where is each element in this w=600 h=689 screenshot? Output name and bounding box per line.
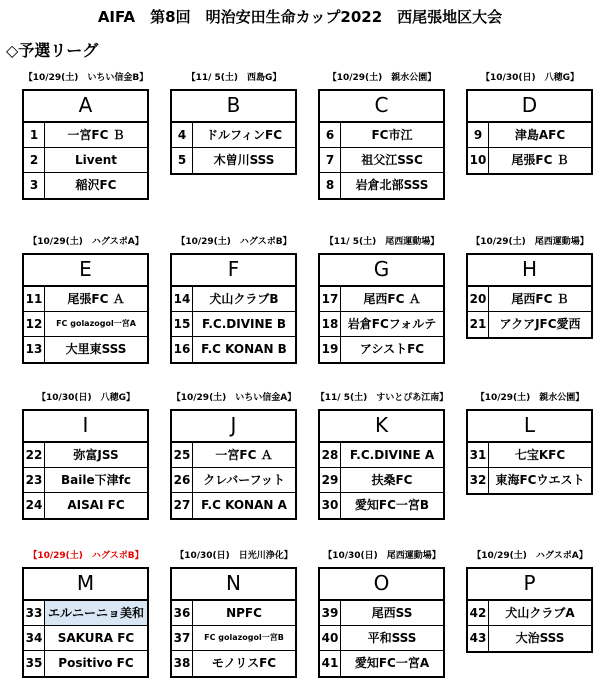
team-number: 21	[468, 312, 489, 337]
team-row	[320, 626, 443, 651]
group-table-b	[170, 89, 297, 175]
team-row	[24, 601, 147, 626]
team-number: 19	[320, 337, 341, 362]
team-row	[468, 443, 591, 468]
team-row	[172, 626, 295, 651]
team-name: 尾張FC Ｂ	[511, 153, 569, 167]
team-number: 32	[468, 468, 489, 493]
team-row	[24, 493, 147, 518]
team-row	[24, 173, 147, 198]
team-number: 9	[468, 123, 489, 147]
team-name: 東海FCウエスト	[495, 473, 585, 487]
team-name: 祖父江SSC	[361, 153, 423, 167]
group-table-c	[318, 89, 445, 200]
team-number: 35	[24, 651, 45, 676]
team-name: NPFC	[226, 606, 262, 620]
team-row	[320, 601, 443, 626]
team-row	[468, 287, 591, 312]
section-heading: ◇予選リーグ	[6, 41, 99, 60]
team-number: 5	[172, 148, 193, 173]
team-row	[24, 443, 147, 468]
group-letter: B	[172, 91, 295, 123]
group-venue-e: 【10/29(土) ハグスポA】	[28, 237, 144, 247]
team-name: F.C.DIVINE B	[201, 317, 287, 331]
team-name: FC golazogol一宮A	[56, 319, 136, 328]
team-row	[24, 287, 147, 312]
team-row	[172, 148, 295, 173]
team-row	[24, 468, 147, 493]
team-number: 22	[24, 443, 45, 467]
team-name: FC golazogol一宮B	[204, 633, 284, 642]
group-letter: D	[468, 91, 591, 123]
team-number: 36	[172, 601, 193, 625]
team-name: 一宮FC Ａ	[215, 448, 273, 462]
team-name: 扶桑FC	[371, 473, 413, 487]
team-row	[320, 312, 443, 337]
team-number: 24	[24, 493, 45, 518]
team-number: 40	[320, 626, 341, 650]
team-name: 岩倉北部SSS	[355, 178, 429, 192]
group-table-o	[318, 567, 445, 678]
team-number: 15	[172, 312, 193, 336]
team-row	[24, 123, 147, 148]
team-name: モノリスFC	[211, 656, 277, 670]
team-name: 愛知FC一宮A	[354, 656, 430, 670]
team-number: 8	[320, 173, 341, 198]
team-number: 39	[320, 601, 341, 625]
team-number: 12	[24, 312, 45, 336]
team-name: 尾西FC Ｂ	[511, 292, 569, 306]
team-name: 愛知FC一宮B	[354, 498, 430, 512]
team-number: 11	[24, 287, 45, 311]
team-number: 3	[24, 173, 45, 198]
group-venue-i: 【10/30(日) 八穂G】	[37, 393, 135, 403]
group-venue-l: 【10/29(土) 親水公園】	[475, 393, 585, 403]
team-name: 大里東SSS	[65, 342, 127, 356]
team-number: 26	[172, 468, 193, 492]
team-number: 2	[24, 148, 45, 172]
group-letter: A	[24, 91, 147, 123]
group-letter: E	[24, 255, 147, 287]
group-table-i	[22, 409, 149, 520]
team-number: 27	[172, 493, 193, 518]
team-name: 平和SSS	[367, 631, 417, 645]
group-table-e	[22, 253, 149, 364]
team-name: 木曽川SSS	[213, 153, 275, 167]
group-venue-b: 【11/ 5(土) 西島G】	[186, 73, 282, 83]
team-name: 弥富JSS	[73, 448, 119, 462]
team-number: 13	[24, 337, 45, 362]
team-number: 41	[320, 651, 341, 676]
team-name: F.C.DIVINE A	[349, 448, 435, 462]
team-name: 尾張FC Ａ	[67, 292, 125, 306]
group-letter: J	[172, 411, 295, 443]
team-row	[172, 468, 295, 493]
team-number: 16	[172, 337, 193, 362]
team-name: SAKURA FC	[57, 631, 135, 645]
group-venue-c: 【10/29(土) 親水公園】	[327, 73, 437, 83]
group-table-l	[466, 409, 593, 495]
group-venue-n: 【10/30(日) 日光川浄化】	[175, 551, 293, 561]
group-venue-g: 【11/ 5(土) 尾西運動場】	[324, 237, 440, 247]
group-letter: H	[468, 255, 591, 287]
team-row	[172, 601, 295, 626]
team-row	[24, 337, 147, 362]
team-name: AISAI FC	[67, 498, 125, 512]
team-number: 20	[468, 287, 489, 311]
team-row	[320, 443, 443, 468]
team-name: Baile下津fc	[61, 473, 131, 487]
team-row	[320, 123, 443, 148]
team-number: 4	[172, 123, 193, 147]
team-row	[320, 337, 443, 362]
team-number: 42	[468, 601, 489, 625]
group-table-g	[318, 253, 445, 364]
team-number: 34	[24, 626, 45, 650]
group-venue-o: 【10/30(日) 尾西運動場】	[323, 551, 441, 561]
group-letter: C	[320, 91, 443, 123]
team-row	[172, 651, 295, 676]
group-letter: F	[172, 255, 295, 287]
group-venue-j: 【10/29(土) いちい信金A】	[171, 393, 297, 403]
team-row	[320, 468, 443, 493]
group-table-d	[466, 89, 593, 175]
team-row	[468, 148, 591, 173]
team-name: 犬山クラブB	[209, 292, 279, 306]
team-name: エルニーニョ美和	[45, 601, 147, 625]
team-name: Positivo FC	[58, 656, 134, 670]
team-number: 23	[24, 468, 45, 492]
team-row	[172, 312, 295, 337]
group-venue-f: 【10/29(土) ハグスポB】	[176, 237, 292, 247]
team-row	[172, 493, 295, 518]
team-row	[172, 123, 295, 148]
team-number: 31	[468, 443, 489, 467]
team-row	[468, 601, 591, 626]
team-row	[320, 493, 443, 518]
team-number: 25	[172, 443, 193, 467]
team-name: 稲沢FC	[75, 178, 117, 192]
team-number: 7	[320, 148, 341, 172]
team-row	[468, 468, 591, 493]
group-letter: I	[24, 411, 147, 443]
group-letter: G	[320, 255, 443, 287]
team-name: F.C KONAN A	[201, 498, 287, 512]
team-number: 30	[320, 493, 341, 518]
group-venue-p: 【10/29(土) ハグスポA】	[472, 551, 588, 561]
group-letter: M	[24, 569, 147, 601]
team-number: 43	[468, 626, 489, 651]
team-row	[24, 312, 147, 337]
team-number: 18	[320, 312, 341, 336]
team-row	[468, 123, 591, 148]
team-name: ドルフィンFC	[205, 128, 283, 142]
team-name: 七宝KFC	[514, 448, 566, 462]
team-name: アクアJFC愛西	[499, 317, 581, 331]
team-name: アシストFC	[359, 342, 425, 356]
team-name: FC市江	[371, 128, 413, 142]
group-venue-m: 【10/29(土) ハグスポB】	[28, 551, 144, 561]
group-venue-d: 【10/30(日) 八穂G】	[481, 73, 579, 83]
team-row	[172, 443, 295, 468]
team-name: 大治SSS	[515, 631, 565, 645]
team-row	[320, 651, 443, 676]
group-table-k	[318, 409, 445, 520]
group-venue-k: 【11/ 5(土) すいとぴあ江南】	[315, 393, 449, 403]
team-name: F.C KONAN B	[201, 342, 287, 356]
group-venue-h: 【10/29(土) 尾西運動場】	[471, 237, 589, 247]
team-number: 29	[320, 468, 341, 492]
team-row	[320, 173, 443, 198]
group-table-h	[466, 253, 593, 339]
team-row	[172, 287, 295, 312]
team-number: 17	[320, 287, 341, 311]
team-row	[468, 312, 591, 337]
team-number: 14	[172, 287, 193, 311]
team-row	[24, 626, 147, 651]
group-venue-a: 【10/29(土) いちい信金B】	[23, 73, 149, 83]
group-table-p	[466, 567, 593, 653]
team-number: 28	[320, 443, 341, 467]
group-letter: N	[172, 569, 295, 601]
team-name: クレバーフット	[203, 473, 285, 487]
team-row	[320, 287, 443, 312]
team-name: 尾西SS	[371, 606, 413, 620]
group-table-f	[170, 253, 297, 364]
team-row	[24, 651, 147, 676]
team-name: 犬山クラブA	[505, 606, 575, 620]
group-letter: P	[468, 569, 591, 601]
group-table-n	[170, 567, 297, 678]
team-name: 岩倉FCフォルテ	[347, 317, 437, 331]
team-row	[24, 148, 147, 173]
team-name: Livent	[75, 153, 117, 167]
group-table-j	[170, 409, 297, 520]
team-row	[172, 337, 295, 362]
team-name: 津島AFC	[514, 128, 566, 142]
team-number: 6	[320, 123, 341, 147]
team-number: 33	[24, 601, 45, 625]
team-number: 38	[172, 651, 193, 676]
team-number: 37	[172, 626, 193, 650]
team-number: 10	[468, 148, 489, 173]
team-row	[468, 626, 591, 651]
group-letter: O	[320, 569, 443, 601]
team-name: 一宮FC Ｂ	[67, 128, 125, 142]
group-table-a	[22, 89, 149, 200]
page-title: AIFA 第8回 明治安田生命カップ2022 西尾張地区大会	[97, 8, 503, 26]
team-row	[320, 148, 443, 173]
group-letter: K	[320, 411, 443, 443]
team-name: 尾西FC Ａ	[363, 292, 421, 306]
group-table-m	[22, 567, 149, 678]
group-letter: L	[468, 411, 591, 443]
team-number: 1	[24, 123, 45, 147]
